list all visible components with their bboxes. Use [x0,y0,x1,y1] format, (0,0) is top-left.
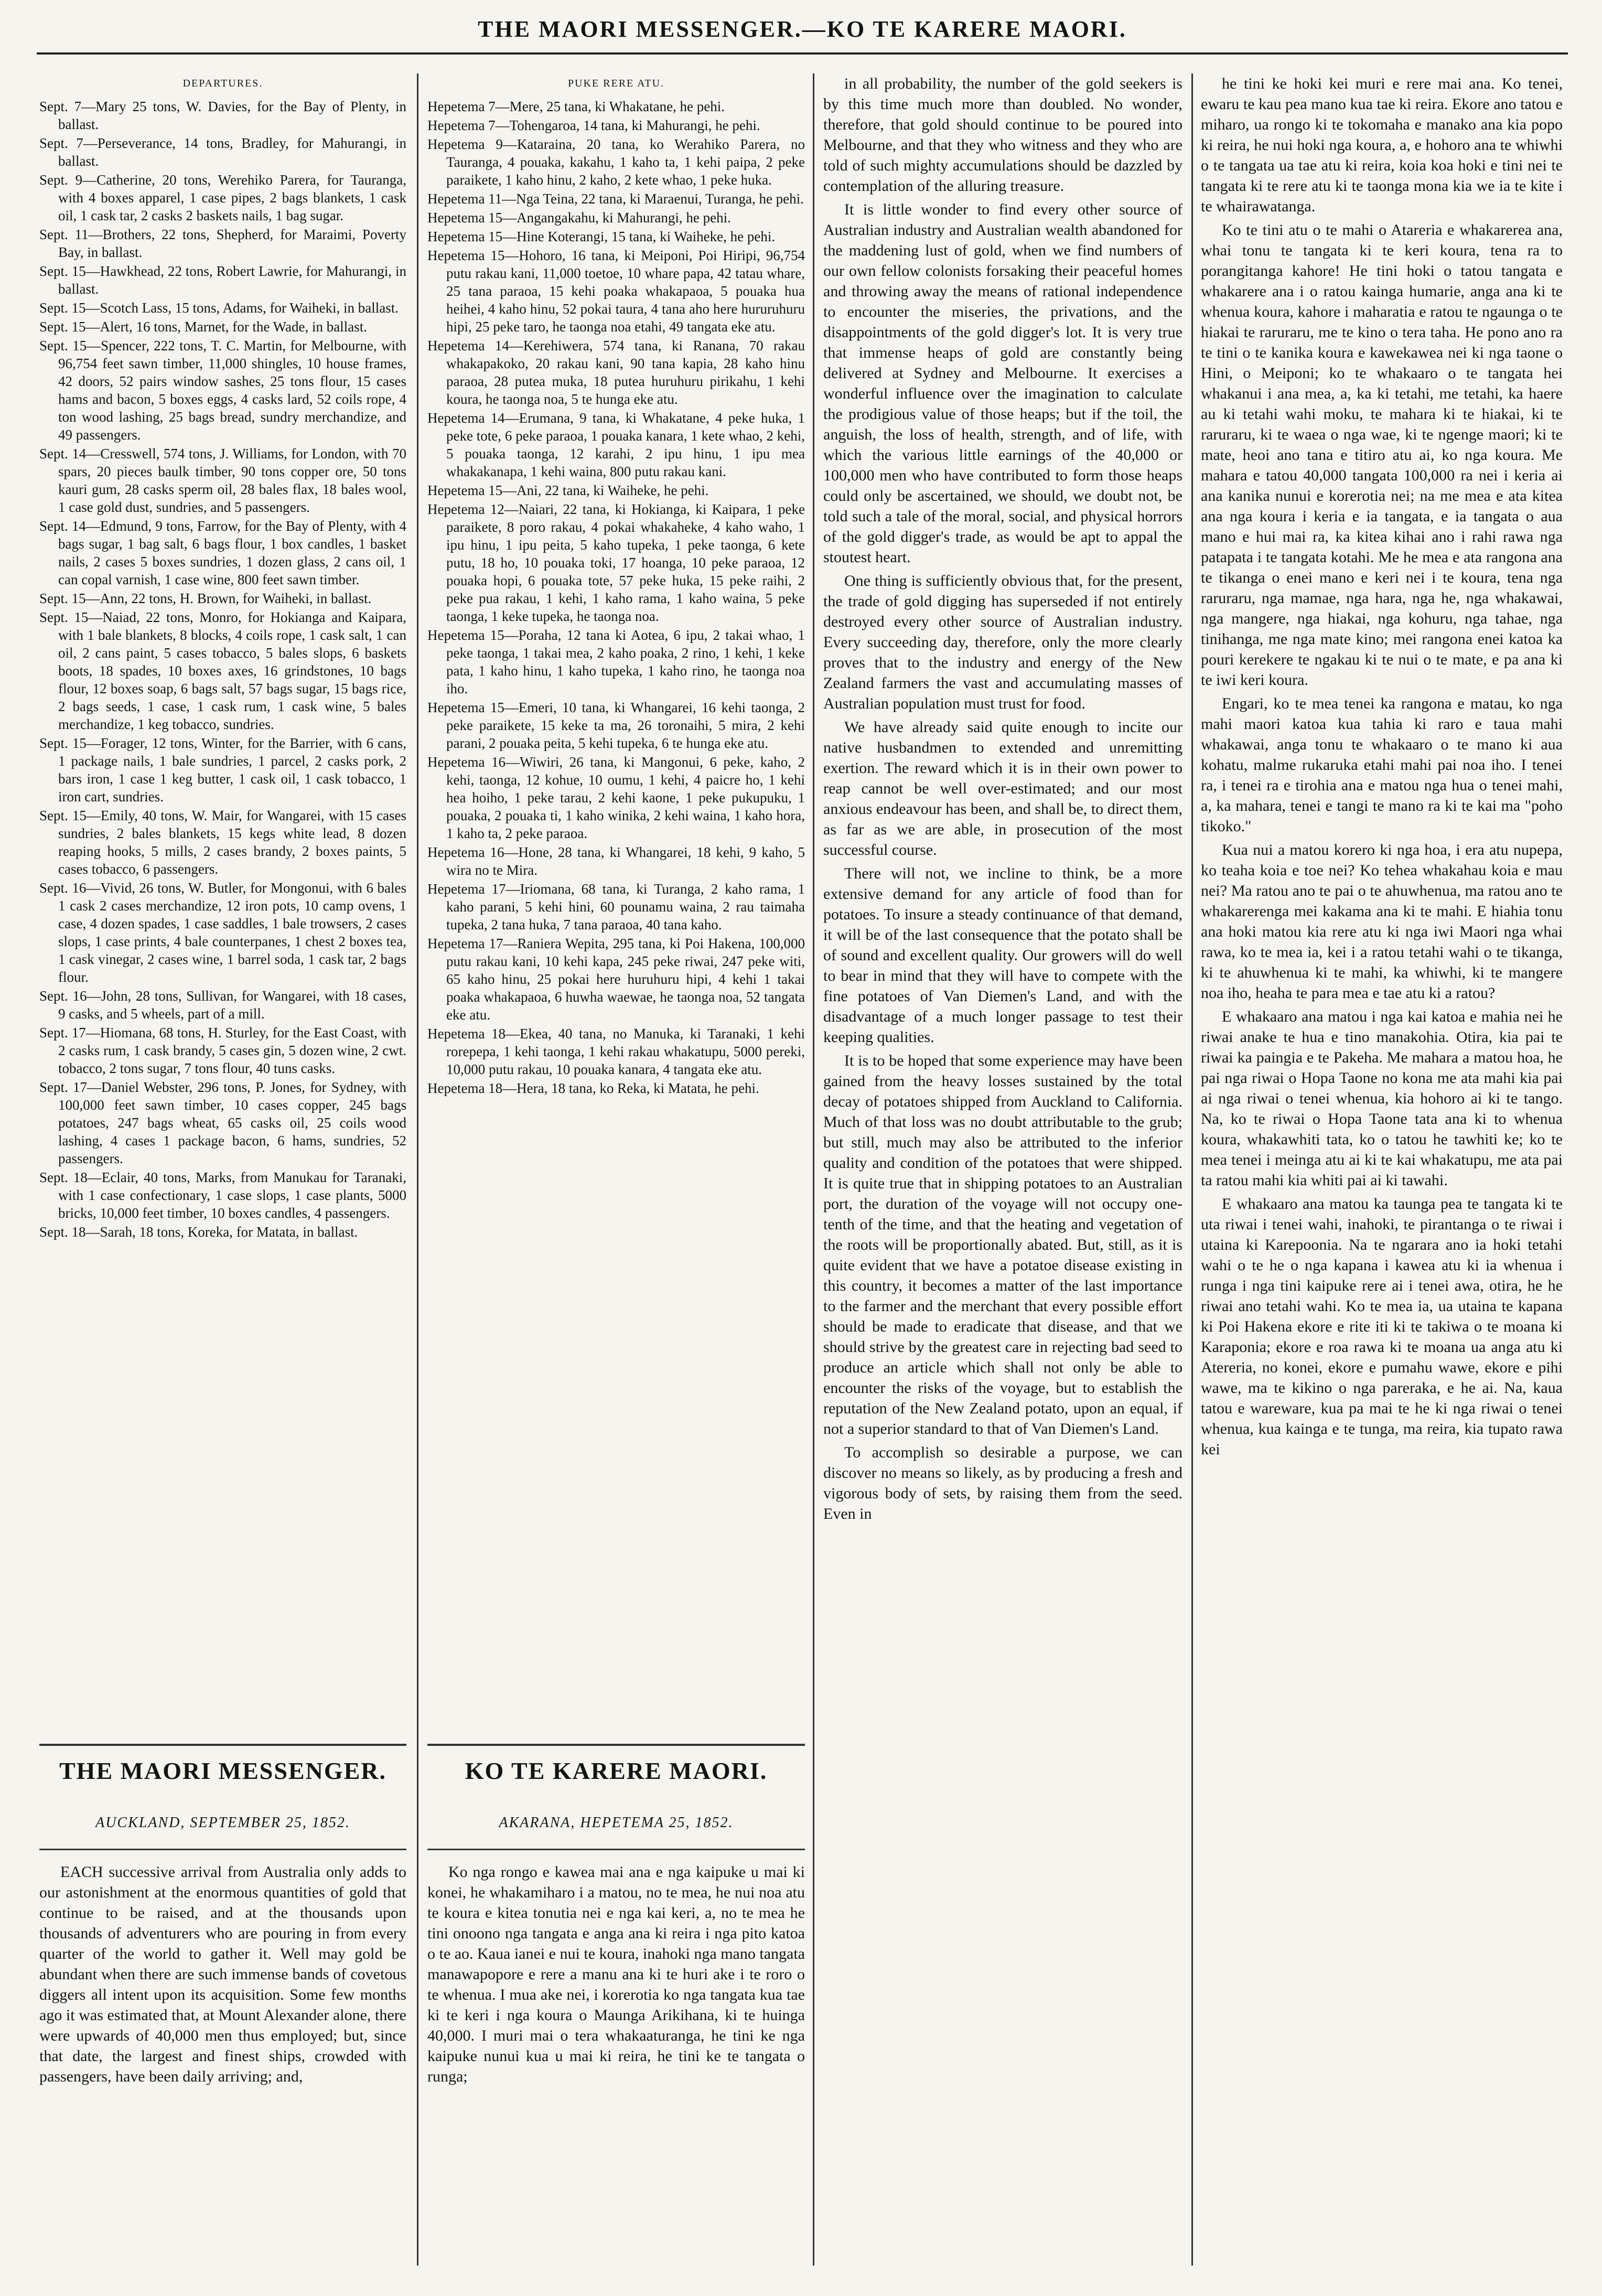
english-section-dateline: AUCKLAND, SEPTEMBER 25, 1852. [95,1815,350,1831]
maori-paragraph: E whakaaro ana matou ka taunga pea te tangata ki te uta riwai i tenei wahi, inahoki, te pirantanga o te riwai i utaina ki Karepoonia. Na te ngarara ano ia hoki tetahi wahi o te he o nga kapana i kawea atu ki ia whenua i runga i nga tini kaipuke rere ai i tenei awa, otira, he he riwai ano tetahi wahi. Ko te mea ia, ua utaina te kapana ki Poi Hakena ekore e rite iti ki te takiwa o te moana ki Karaponia; ekore e roa rawa ki te moana ua anga atu ki Atereria, no konei, ekore e pumahu wawe, ekore e pihi wawe, ma te kikino o nga pareraka, e he ai. Na, kaua tatou e warewarе, kua pa mai te he ki nga riwai o tenei whenua, kua kainga e te tunga, ma reira, kia tupato rawa kei [1201,1195,1563,1458]
departure-entry: Sept. 16—John, 28 tons, Sullivan, for Wangarei, with 18 cases, 9 casks, and 5 wheels, part of a mill. [39,988,406,1022]
puke-rere-entry: Hepetema 18—Hera, 18 tana, ko Reka, ki Matata, he pehi. [427,1080,759,1096]
english-paragraph: EACH successive arrival from Australia only adds to our astonishment at the enormous quantities of gold that continue to be raised, and at the thousands upon thousands of adventurers who are pouring in from every quarter of the world to gather it. Well may gold be abundant when there are such immense bands of covetous diggers all intent upon its acquisition. Some few months ago it was estimated that, at Mount Alexander alone, there were upwards of 40,000 men thus employed; but, since that date, the largest and finest ships, crowded with passengers, have been daily arriving; and, [39,1863,406,2085]
maori-article-col-a [427,1862,805,2276]
puke-rere-entry: Hepetema 11—Nga Teina, 22 tana, ki Maraenui, Turanga, he pehi. [427,191,804,207]
column-rule-3 [1191,73,1193,2266]
english-section-title: THE MAORI MESSENGER. [59,1757,387,1784]
masthead-title: THE MAORI MESSENGER.—KO TE KARERE MAORI. [478,16,1127,42]
puke-rere-entry: Hepetema 16—Hone, 28 tana, ki Whangarei, 18 kehi, 9 kaho, 5 wira no te Mira. [427,844,805,878]
departure-entry: Sept. 17—Daniel Webster, 296 tons, P. Jones, for Sydney, with 100,000 feet sawn timber, 10 cases copper, 245 bags potatoes, 247 bags wheat, 65 casks oil, 25 coils wood lashing, 4 cases 1 package bacon, 6 hams, sundries, 52 passengers. [39,1079,406,1166]
puke-rere-entry: Hepetema 9—Kataraina, 20 tana, ko Werahiko Parera, no Tauranga, 4 pouaka, kakahu, 1 kaho ta, 1 kehi paipa, 2 peke paraikete, 1 kaho hinu, 2 kaho, 2 kete whao, 1 peke huka. [427,136,805,188]
departure-entry: Sept. 15—Emily, 40 tons, W. Mair, for Wangarei, with 15 cases sundries, 2 bales blankets, 15 kegs white lead, 8 dozen reaping hooks, 5 mills, 2 cases brandy, 2 boxes paints, 5 cases tobacco, 6 passengers. [39,808,406,877]
section-rule-left [39,1744,406,1746]
puke-rere-entry: Hepetema 14—Erumana, 9 tana, ki Whakatane, 4 peke huka, 1 peke tote, 6 peke paraoa, 1 pouaka kanara, 1 kete whao, 2 kehi, 5 pouaka taonga, 12 karahi, 2 ipu hinu, 1 ipu mea whakakanapa, 1 kehi waina, 800 putu rakau kani. [427,410,805,479]
puke-rere-entry: Hepetema 16—Wiwiri, 26 tana, ki Mangonui, 6 peke, kaho, 2 kehi, taonga, 12 kohuе, 10 oumu, 1 kehi, 4 paicre ho, 1 kehi hea hoiho, 1 peke tarau, 2 kehi kaone, 1 peke pukupuku, 1 pouaka, 2 pouaka ti, 1 kaho winika, 2 kehi waina, 1 kaho hora, 1 kaho ta, 2 peke paraoa. [427,754,805,841]
maori-section-dateline: AKARANA, HEPETEMA 25, 1852. [499,1815,734,1831]
departure-entry: Sept. 7—Perseverance, 14 tons, Bradley, for Mahurangi, in ballast. [39,135,406,169]
english-paragraph: One thing is sufficiently obvious that, for the present, the trade of gold digging has superseded if not entirely destroyed every other source of Australian industry. Every succeeding day, therefore, only the more clearly proves that to the industry and energy of the New Zealand farmers the vast and accumulating masses of Australian population must trust for food. [823,572,1182,712]
english-paragraph: It is little wonder to find every other source of Australian industry and Australian wealth abandoned for the maddening lust of gold, when we find numbers of our own fellow colonists forsaking their peaceful homes and throwing away the means of rational independence to encounter the miseries, the privations, and the disappointments of the gold digger's lot. It is very true that immense heaps of gold are constantly being delivered at Sydney and Melbourne. It exercises a wonderful influence over the imagination to calculate the prodigious value of those heaps; but if the toil, the anguish, the loss of health, strength, and of life, with which the various little earnings of the 40,000 or 100,000 men who have contributed to form those heaps could only be ascertained, we should, we doubt not, be told such a tale of the moral, social, and physical horrors of the gold digger's trade, as would be apt to appal the stoutest heart. [823,201,1182,566]
english-paragraph: in all probability, the number of the gold seekers is by this time much more than doubled. No wonder, therefore, that gold should continue to be poured into Melbourne, and that they who witness and they who are told of such mighty accumulations should be dazzled by contemplation of the alluring treasure. [823,75,1182,195]
english-article-col-b [823,73,1182,2281]
english-dateline-rule [39,1849,406,1850]
maori-dateline-rule [427,1849,805,1850]
departure-entry: Sept. 14—Cresswell, 574 tons, J. Williams, for London, with 70 spars, 20 pieces baulk timber, 90 tons copper ore, 50 tons kauri gum, 28 casks sperm oil, 28 bales flax, 18 bales wool, 1 case gold dust, sundries, and 5 passengers. [39,446,406,515]
puke-rere-entry: Hepetema 7—Tohengaroa, 14 tana, ki Mahurangi, he pehi. [427,117,760,133]
departure-entry: Sept. 15—Hawkhead, 22 tons, Robert Lawrie, for Mahurangi, in ballast. [39,263,406,297]
maori-paragraph: E whakaaro ana matou i nga kai katoa e mahia nei he riwai anake te hua e tino manakohia. Otira, kia pai te riwai ka paingia e te Pakeha. Me mahara a matou hoa, he pai nga riwai o Hopa Taone no kona me ata mahi kia pai ai nga riwai o tenei whenua, kia hohoro ai ki te tango. Na, ko te riwai o Hopa Taone tata ana ki to whenua koura, whakawhiti tata, ko o tatou he tawhiti ke; ko te mea tenei i meinga atu ai ki te kai whakatupu, me ata pai ta ratou mahi kia whiti pai ai ki tawahi. [1201,1008,1563,1189]
maori-paragraph: he tini ke hoki kei muri e rere mai ana. Ko tenei, ewaru te kau pea mano kua tae ki reira. Ekore ano tatou e miharo, ua rongo ki te tokomaha e manako ana kia popo ki reira, he nui hoki nga koura, a, e hohoro ana te whiwhi o te tangata ua tae atu ki reira, koia koa hoki e tini nei te tangata ki te rere atu ki te taonga mona kia we ia te kite i te whairawatanga. [1201,75,1563,215]
english-paragraph: To accomplish so desirable a purpose, we can discover no means so likely, as by producing a fresh and vigorous body of sets, by raising them from the seed. Even in [823,1444,1182,1522]
departure-entry: Sept. 18—Eclair, 40 tons, Marks, from Manukau for Taranaki, with 1 case confectionary, 1 case slops, 1 case plants, 5000 bricks, 10,000 feet timber, 10 boxes candles, 4 passengers. [39,1170,406,1221]
column-rule-2 [813,73,814,2266]
departures-heading: DEPARTURES. [182,78,263,89]
departure-entry: Sept. 15—Forager, 12 tons, Winter, for the Barrier, with 6 cans, 1 package nails, 1 bale sundries, 1 parcel, 2 casks pork, 2 bars iron, 1 case 1 keg butter, 1 cask oil, 1 cask tobacco, 1 iron cart, sundries. [39,735,406,804]
departure-entry: Sept. 15—Alert, 16 tons, Marnet, for the Wade, in ballast. [39,319,367,335]
departure-entry: Sept. 9—Catherine, 20 tons, Werehiko Parera, for Tauranga, with 4 boxes apparel, 1 case pipes, 2 bags blankets, 1 cask oil, 1 cask tar, 2 casks 2 baskets nails, 1 bag sugar. [39,172,406,223]
departure-entry: Sept. 17—Hiomana, 68 tons, H. Sturley, for the East Coast, with 2 casks rum, 1 cask brandy, 5 cases gin, 5 dozen wine, 2 cwt. tobacco, 2 tons sugar, 7 tons flour, 40 tuns casks. [39,1025,406,1076]
departure-entry: Sept. 15—Scotch Lass, 15 tons, Adams, for Waiheki, in ballast. [39,300,399,316]
english-paragraph: It is to be hoped that some experience may have been gained from the heavy losses sustained by the total decay of potatoes shipped from Auckland to California. Much of that loss was no doubt attributable to the grub; but still, much may also be attributed to the inferior quality and condition of the potatoes that were shipped. It is quite true that in shipping potatoes to an Australian port, the duration of the voyage will not occupy one-tenth of the time, and that the heating and vegetation of the roots will be proportionally abated. But, still, as it is quite evident that we have a potatoe disease existing in this country, it becomes a matter of the last importance to the farmer and the merchant that every possible effort should be made to eradicate that disease, and that we should strive by the greatest care in rejecting bad seed to produce an article which shall not only be able to encounter the risks of the voyage, but to establish the reputation of the New Zealand potato, upon an equal, if not a superior standard to that of Van Diemen's Land. [823,1052,1182,1437]
departure-entry: Sept. 14—Edmund, 9 tons, Farrow, for the Bay of Plenty, with 4 bags sugar, 1 bag salt, 6 bags flour, 1 box candles, 1 basket nails, 2 cases 5 boxes sundries, 1 dozen glass, 2 cans oil, 1 can copal varnish, 1 case wine, 800 feet sawn timber. [39,518,406,587]
puke-rere-entry: Hepetema 18—Ekea, 40 tana, no Manuka, ki Taranaki, 1 kehi rorepepa, 1 kehi taonga, 1 kehi rakau whakatupu, 5000 pereki, 10,000 putu rakau, 10 pouaka kanara, 4 tangata eke atu. [427,1026,805,1077]
maori-paragraph: Ko nga rongo e kawea mai ana e nga kaipuke u mai ki konei, he whakamiharo i a matou, no te mea, he nui noa atu te koura e kitea tonutia nei e nga kai keri, a, no te mea he tini onoono nga tangata e anga ana ki reira i nga pito katoa o te ao. Kaua ianei e nui te koura, inahoki nga mano tangata manawapopore e rere a manu ana ki te huri ake i te roro o te whenua. I mua ake nei, i korerotia ko nga tangata kua tae ki te keri i nga koura o Maunga Arikihana, ki te huinga 40,000. I muri mai o tera whakaaturanga, he tini ke nga kaipuke nunui kua u mai ki reira, he tini ke te tangata o runga; [427,1863,805,2085]
puke-rere-entry: Hepetema 17—Raniera Wepita, 295 tana, ki Poi Hakena, 100,000 putu rakau kani, 10 kehi kapa, 245 peke riwai, 247 peke witi, 65 kaho hinu, 25 pokai here huruhuru hipi, 4 kehi 1 takai poaka whakapaoa, 6 huwha waewae, he taonga noa, 52 tangata eke atu. [427,936,805,1023]
puke-rere-entry: Hepetema 15—Poraha, 12 tana ki Aotea, 6 ipu, 2 takai whao, 1 peke taonga, 1 takai mea, 2 kaho poaka, 2 rino, 1 kehi, 1 keke pata, 1 kaho hinu, 1 kaho tupeka, 1 kaho rino, he taonga noa iho. [427,627,805,696]
puke-rere-entry: Hepetema 17—Iriomana, 68 tana, ki Turanga, 2 kaho rama, 1 kaho parani, 5 kehi hini, 60 pounamu waina, 2 rau taimaha tupeka, 2 tana huka, 7 tana paraoa, 40 tana kaho. [427,881,805,932]
puke-rere-list [427,98,805,1097]
departure-entry: Sept. 18—Sarah, 18 tons, Koreka, for Matata, in ballast. [39,1224,358,1240]
maori-paragraph: Ko te tini atu o te mahi o Atareria e whakarerea ana, whai tonu te tangata ki te keri koura, tena ra to porangitanga kahore! He tini hoki o tatou tangata e whakarere ana i o ratou kainga humarie, anga ana ki te whenua koura, kahore i maharatia e ratou te ngaunga o te hiakai te raruraru, me te kino o tera taha. He pono ano ra te tini o te kanika koura e kawekawea nei ki nga taone o Hini, o Meiponi; ko te whakaaro o te tangata hei whakanui i ana mea, a, ka ki tetahi, me tetahi, ka haere au ki tetahi wahi moku, te mahara ki te hiakai, ki te raruraru, ki te waea o nga wae, ki te ngenge maori; ki te mate, heoi ano tana e titiro atu ai, ko nga koura. Me mahara e tatou 40,000 tangata 100,000 ra nei i keria ai ana kanika nunui e korerotia nei; na me mea e ata kitea ana nga koura i keria e ia tangata, e ia tangata o aua mano e hui mai ra, ka kitea kihai ano i rahi rawa nga patapata i te tangata kotahi. Me he mea e ata rangona ana te tikanga o enei mano e keri nei i te koura, tena nga raruraru, nga mamae, nga hara, nga he, nga whakawai, nga mangere, nga hiakai, nga kohuru, nga tahae, nga tinihanga, me nga mate kino; mei rangona enei katoa ka pouri kerekere te ngakau ki te nui o te mate, e pa ana ki te iwi keri koura. [1201,221,1563,689]
maori-section-title: KO TE KARERE MAORI. [465,1757,768,1784]
section-rule-right [427,1744,805,1746]
puke-rere-entry: Hepetema 15—Hine Koterangi, 15 tana, ki Waiheke, he pehi. [427,229,776,244]
departure-entry: Sept. 15—Ann, 22 tons, H. Brown, for Waiheki, in ballast. [39,591,372,606]
maori-paragraph: Engari, ko te mea tenei ka rangona e matau, ko nga mahi maori katoa kua tahia ki raro e taua mahi whakawai, anga tonu te whakaaro o te mano ki aua kohatu, malme rukaruka etahi mahi pai noa iho. I tenei ra, i tenei ra e tirohia ana e matou nga hua o tenei mahi, a, ka mahara, tenei e tangi te mano ra ki te kai ma "poho tikoko." [1201,695,1563,835]
puke-rere-entry: Hepetema 12—Naiari, 22 tana, ki Hokianga, ki Kaipara, 1 peke paraikete, 8 poro rakau, 4 pokai whakaheke, 4 kaho waho, 1 ipu hinu, 1 ipu peita, 5 kaho tupeka, 1 peke taonga, 6 kete putu, 18 ho, 10 pouaka toki, 17 hoanga, 10 peke paraoa, 12 pouaka hopi, 6 pouaka tote, 57 peke huka, 15 peke raihi, 2 peke pua rakau, 1 kehi, 1 kaho rama, 1 kaho waina, 5 peke taonga, 1 keke tupeka, he taonga noa. [427,501,805,624]
departures-column [39,73,406,1736]
departures-list [39,98,406,1241]
column-rule-1 [417,73,418,2266]
departure-entry: Sept. 16—Vivid, 26 tons, W. Butler, for Mongonui, with 6 bales 1 cask 2 cases merchandize, 12 iron pots, 10 camp ovens, 1 case, 4 dozen spades, 1 case saddles, 1 bale trowsers, 2 cases slops, 1 case prints, 4 bale counterpanes, 1 chest 2 boxes tea, 1 cask vinegar, 2 cases wine, 1 barrel soda, 1 cask tar, 2 bags flour. [39,880,406,985]
departure-entry: Sept. 11—Brothers, 22 tons, Shepherd, for Maraimi, Poverty Bay, in ballast. [39,227,406,260]
maori-paragraph: Kua nui a matou korero ki nga hoa, i era atu nupepa, ko teaha koia e toe nei? Ko tehea whakahau koia e mau nei? Ma ratou ano te pai o te ahuwhenua, ma ratou ano te whakarerenga mei kakama ana ki te mahi. E hiahia tonu ana hoki matou kia rere atu ki nga iwi Maori nga whai rawa, ko te mea ia, kei i a ratou tetahi wahi o te tikanga, ki te ahuwhenua ki te mahi, ka whiwhi, ki te mangere noa iho, heaha te para mea e tae atu ki a ratou? [1201,841,1563,1002]
departure-entry: Sept. 15—Spencer, 222 tons, T. C. Martin, for Melbourne, with 96,754 feet sawn timber, 11,000 shingles, 10 house frames, 42 doors, 52 pairs window sashes, 25 tons flour, 15 cases hams and bacon, 5 boxes eggs, 4 casks lard, 52 coils rope, 4 ton wood lashing, 25 bags bread, sundry merchandize, and 49 passengers. [39,338,406,443]
departure-entry: Sept. 7—Mary 25 tons, W. Davies, for the Bay of Plenty, in ballast. [39,99,406,132]
masthead [37,0,1568,55]
puke-rere-entry: Hepetema 15—Hohoro, 16 tana, ki Meiponi, Poi Hiripi, 96,754 putu rakau kani, 11,000 toetoe, 10 whare papa, 42 tatau whare, 25 tana paraoa, 15 kehi poaka whakapaoa, 5 pouaka hua heihei, 4 kaho hinu, 52 pokai taura, 4 tana aho here hururuhuru hipi, 25 peke taro, he taonga noa etahi, 49 tangata eke atu. [427,248,805,335]
puke-rere-heading: PUKE RERE ATU. [567,78,665,89]
puke-rere-entry: Hepetema 15—Ani, 22 tana, ki Waiheke, he pehi. [427,482,709,498]
puke-rere-entry: Hepetema 14—Kerehiwera, 574 tana, ki Ranana, 70 rakau whakapakoko, 20 rakau kani, 90 tana kapia, 28 kaho hinu paraoa, 28 putea muka, 18 putea huruhuru pirikahu, 1 kehi koura, he taonga noa, 5 te hunga eke atu. [427,338,805,407]
puke-rere-entry: Hepetema 15—Emeri, 10 tana, ki Whangarei, 16 kehi taonga, 2 peke paraikete, 15 keke ta ma, 26 toronaihi, 5 mira, 2 kehi parani, 2 pouaka peita, 5 kehi tupeka, 6 te hunga eke atu. [427,700,805,751]
puke-rere-entry: Hepetema 7—Mere, 25 tana, ki Whakatane, he pehi. [427,99,725,114]
puke-rere-column [427,73,805,1736]
departure-entry: Sept. 15—Naiad, 22 tons, Monro, for Hokianga and Kaipara, with 1 bale blankets, 8 blocks, 4 coils rope, 1 cask salt, 1 can oil, 2 cans paint, 5 cases tobacco, 5 bales slops, 6 baskets boots, 18 spades, 10 boxes axes, 16 grindstones, 10 bags flour, 12 boxes soap, 6 bags salt, 57 bags sugar, 15 bags rice, 2 bags seeds, 1 case, 1 cask rum, 1 cask wine, 5 bales merchandize, 1 keg tobacco, sundries. [39,609,406,732]
maori-article-col-b [1201,73,1563,2281]
english-paragraph: There will not, we incline to think, be a more extensive demand for any article of food than for potatoes. To insure a steady continuance of that demand, it will be of the last consequence that the potato shall be of sound and excellent quality. Our growers will do well to bear in mind that they will have to compete with the fine potatoes of Van Diemen's Land, and with the disadvantage of a much longer passage to test their keeping qualities. [823,865,1182,1046]
english-article-col-a [39,1862,406,2276]
puke-rere-entry: Hepetema 15—Angangakahu, ki Mahurangi, he pehi. [427,210,731,226]
english-paragraph: We have already said quite enough to incite our native husbandmen to extended and unremitting exertion. The reward which it is in their own power to reap cannot be well over-estimated; and our most anxious endeavour has been, and shall be, to direct them, as far as we are able, in prosecution of the most successful course. [823,718,1182,859]
